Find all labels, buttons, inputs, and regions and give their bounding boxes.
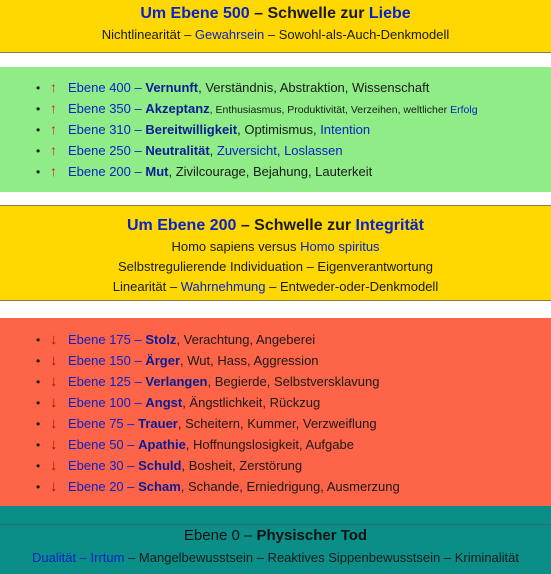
bullet-icon: • [36, 165, 41, 179]
level-item: • ↓ Ebene 100 – Angst, Ängstlichkeit, Rückzug [36, 392, 400, 413]
arrow-down-icon: ↓ [50, 394, 58, 411]
threshold-integrity-band [0, 206, 551, 300]
level-item: • ↑ Ebene 310 – Bereitwilligkeit, Optimismus, Intention [36, 119, 478, 140]
arrow-up-icon: ↑ [50, 142, 57, 158]
arrow-down-icon: ↓ [50, 373, 58, 390]
bullet-icon: • [36, 480, 41, 494]
arrow-down-icon: ↓ [50, 415, 58, 432]
arrow-up-icon: ↑ [50, 121, 57, 137]
integrity-line-3: Linearität – Wahrnehmung – Entweder-oder-Denkmodell [112, 279, 439, 294]
arrow-down-icon: ↓ [50, 457, 58, 474]
bullet-icon: • [36, 354, 41, 368]
threshold-love-band [0, 0, 551, 52]
bullet-icon: • [36, 459, 41, 473]
bullet-icon: • [36, 144, 41, 158]
bullet-icon: • [36, 396, 41, 410]
higher-levels-band [0, 67, 551, 192]
bullet-icon: • [36, 81, 41, 95]
bullet-icon: • [36, 438, 41, 452]
level-item: • ↑ Ebene 200 – Mut, Zivilcourage, Bejahung, Lauterkeit [36, 161, 478, 182]
level-item: • ↓ Ebene 20 – Scham, Schande, Erniedrigung, Ausmerzung [36, 476, 400, 497]
level-item: • ↓ Ebene 75 – Trauer, Scheitern, Kummer, Verzweiflung [36, 413, 400, 434]
arrow-down-icon: ↓ [50, 436, 58, 453]
arrow-down-icon: ↓ [50, 331, 58, 348]
threshold-integrity-title: Um Ebene 200 – Schwelle zur Integrität [126, 217, 424, 234]
bullet-icon: • [36, 333, 41, 347]
higher-levels-list [36, 77, 478, 182]
lower-levels-band [0, 318, 551, 506]
arrow-up-icon: ↑ [50, 79, 57, 95]
physical-death-band [0, 506, 551, 574]
lower-levels-list [36, 329, 400, 497]
integrity-line-2: Selbstregulierende Individuation – Eigenverantwortung [117, 259, 434, 274]
divider [0, 524, 551, 525]
level-item: • ↑ Ebene 400 – Vernunft, Verständnis, Abstraktion, Wissenschaft [36, 77, 478, 98]
threshold-love-subtitle: Nichtlinearität – Gewahrsein – Sowohl-als-Auch-Denkmodell [101, 27, 450, 42]
physical-death-title: Ebene 0 – Physischer Tod [183, 527, 368, 544]
bullet-icon: • [36, 123, 41, 137]
bullet-icon: • [36, 417, 41, 431]
bullet-icon: • [36, 102, 41, 116]
level-item: • ↑ Ebene 350 – Akzeptanz, Enthusiasmus, Produktivität, Verzeihen, weltlicher Erfolg [36, 98, 478, 119]
level-item: • ↓ Ebene 50 – Apathie, Hoffnungslosigkeit, Aufgabe [36, 434, 400, 455]
threshold-love-title: Um Ebene 500 – Schwelle zur Liebe [140, 5, 411, 22]
physical-death-line: Dualität – Irrtum – Mangelbewusstsein – Reaktives Sippenbewusstsein – Kriminalität [31, 550, 520, 565]
level-item: • ↑ Ebene 250 – Neutralität, Zuversicht, Loslassen [36, 140, 478, 161]
arrow-down-icon: ↓ [50, 478, 58, 495]
divider [0, 52, 551, 53]
arrow-up-icon: ↑ [50, 100, 57, 116]
divider [0, 300, 551, 301]
bullet-icon: • [36, 375, 41, 389]
level-item: • ↓ Ebene 125 – Verlangen, Begierde, Selbstversklavung [36, 371, 400, 392]
level-item: • ↓ Ebene 150 – Ärger, Wut, Hass, Aggression [36, 350, 400, 371]
level-item: • ↓ Ebene 30 – Schuld, Bosheit, Zerstörung [36, 455, 400, 476]
arrow-down-icon: ↓ [50, 352, 58, 369]
arrow-up-icon: ↑ [50, 163, 57, 179]
level-item: • ↓ Ebene 175 – Stolz, Verachtung, Angeberei [36, 329, 400, 350]
integrity-line-1: Homo sapiens versus Homo spiritus [171, 239, 380, 254]
